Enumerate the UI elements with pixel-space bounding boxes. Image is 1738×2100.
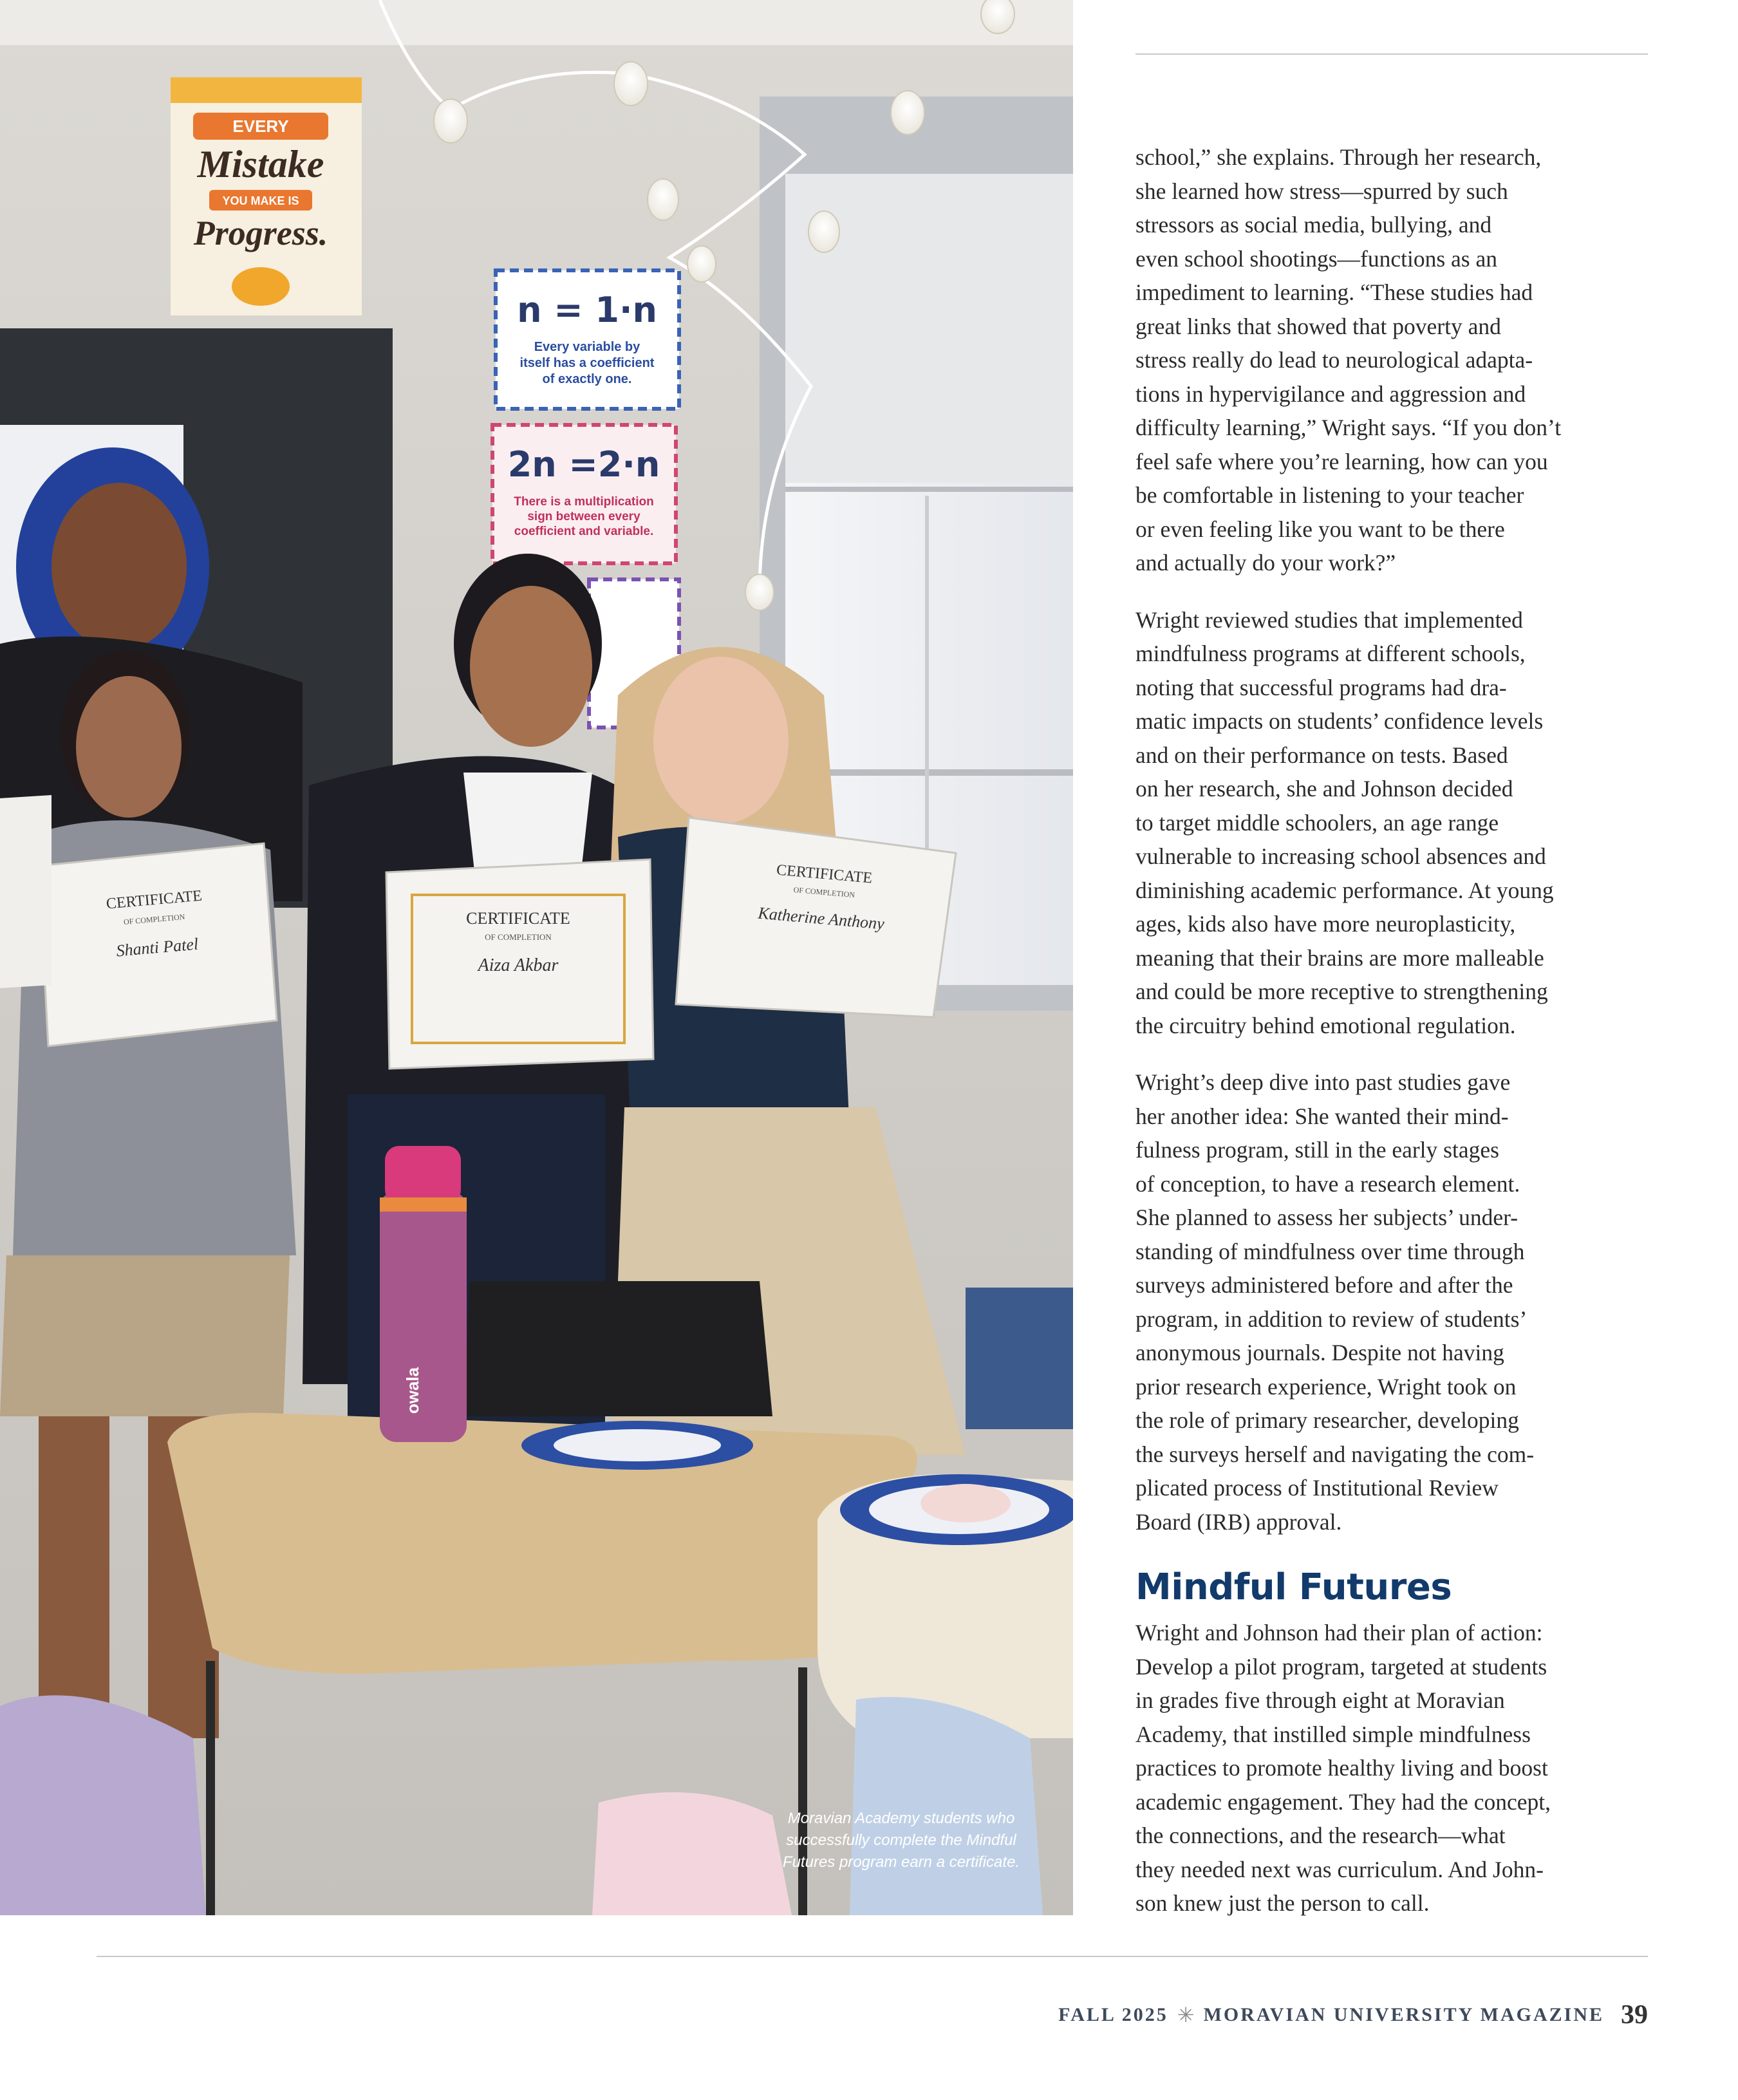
math-poster-1: [496, 270, 679, 409]
math1-note-2: itself has a coefficient: [519, 356, 655, 370]
math2-note-1: There is a multiplication: [514, 495, 654, 509]
footer-magazine-title: MORAVIAN UNIVERSITY MAGAZINE: [1203, 2004, 1604, 2025]
text-line: in grades five through eight at Moravian: [1135, 1687, 1505, 1713]
text-line: noting that successful programs had dra-: [1135, 674, 1507, 700]
cert-left-name: Shanti Patel: [115, 934, 200, 961]
paragraph-4: [1135, 1616, 1612, 1920]
text-line: and could be more receptive to strengthening: [1135, 979, 1548, 1004]
text-line: ages, kids also have more neuroplasticity,: [1135, 911, 1516, 937]
paragraph-2: [1135, 603, 1612, 1043]
poster-every-mistake: [171, 77, 362, 315]
text-line: plicated process of Institutional Review: [1135, 1475, 1499, 1501]
math2-formula: 2n =2·n: [507, 444, 660, 485]
certificate-right: [676, 818, 956, 1017]
caption-line-1: Moravian Academy students who: [787, 1810, 1015, 1827]
text-line: feel safe where you’re learning, how can you: [1135, 448, 1548, 474]
text-line: stress really do lead to neurological adapta-: [1135, 347, 1533, 373]
text-line: difficulty learning,” Wright says. “If you don’t: [1135, 415, 1562, 440]
text-line: Board (IRB) approval.: [1135, 1508, 1342, 1535]
text-line: the surveys herself and navigating the com-: [1135, 1441, 1535, 1467]
poster-mistake-text: Mistake: [197, 143, 324, 185]
math1-formula: n = 1·n: [517, 290, 657, 330]
poster-progress-text: Progress.: [193, 214, 328, 252]
math1-note-3: of exactly one.: [542, 372, 632, 386]
certificate-middle: [386, 859, 653, 1069]
text-line: be comfortable in listening to your teacher: [1135, 482, 1524, 508]
cert-middle-sub: OF COMPLETION: [485, 932, 552, 942]
caption-line-2: successfully complete the Mindful: [786, 1832, 1016, 1849]
text-line: and actually do your work?”: [1135, 550, 1396, 576]
text-line: the role of primary researcher, developing: [1135, 1407, 1519, 1433]
text-line: the connections, and the research—what: [1135, 1823, 1506, 1848]
patterned-bag: [966, 1288, 1073, 1429]
cert-left-sub: OF COMPLETION: [123, 912, 185, 927]
text-line: vulnerable to increasing school absences and: [1135, 843, 1546, 869]
math-poster-2: [492, 425, 676, 563]
poster-every-text: EVERY: [232, 117, 289, 136]
text-line: the circuitry behind emotional regulation.: [1135, 1012, 1516, 1038]
snowflake-star-icon: ✳: [1177, 2003, 1195, 2027]
cert-right-name: Katherine Anthony: [757, 903, 885, 933]
text-line: practices to promote healthy living and boost: [1135, 1755, 1548, 1781]
text-line: anonymous journals. Despite not having: [1135, 1340, 1504, 1365]
bottle-brand-text: owala: [403, 1367, 422, 1414]
math1-note-1: Every variable by: [534, 340, 640, 354]
text-line: Develop a pilot program, targeted at students: [1135, 1653, 1547, 1680]
text-line: Wright and Johnson had their plan of action:: [1135, 1620, 1543, 1645]
cert-right-sub: OF COMPLETION: [793, 885, 855, 900]
page-number: 39: [1621, 2000, 1648, 2030]
chair: [463, 1281, 772, 1416]
text-line: great links that showed that poverty and: [1135, 313, 1501, 339]
text-line: Academy, that instilled simple mindfulness: [1135, 1721, 1531, 1747]
article-body: [1135, 140, 1612, 1944]
text-line: meaning that their brains are more malleable: [1135, 944, 1544, 971]
text-line: school,” she explains. Through her research,: [1135, 144, 1542, 170]
paragraph-1: [1135, 140, 1612, 580]
text-line: stressors as social media, bullying, and: [1135, 212, 1492, 238]
text-line: and on their performance on tests. Based: [1135, 742, 1508, 768]
section-heading: Mindful Futures: [1135, 1566, 1452, 1608]
text-line: to target middle schoolers, an age range: [1135, 809, 1499, 836]
text-line: her another idea: She wanted their mind-: [1135, 1103, 1509, 1129]
text-line: even school shootings—functions as an: [1135, 245, 1498, 272]
text-line: mindfulness programs at different schools,: [1135, 641, 1526, 666]
poster-you-make-is-text: YOU MAKE IS: [222, 194, 299, 207]
text-line: impediment to learning. “These studies had: [1135, 279, 1533, 305]
paragraph-3: [1135, 1065, 1612, 1539]
certificate-left: [39, 843, 277, 1046]
bottom-rule: [97, 1956, 1648, 1957]
caption-line-3: Futures program earn a certificate.: [782, 1853, 1020, 1871]
text-line: they needed next was curriculum. And John-: [1135, 1856, 1544, 1882]
top-rule: [1135, 53, 1648, 55]
text-line: surveys administered before and after the: [1135, 1272, 1513, 1298]
text-line: matic impacts on students’ confidence levels: [1135, 708, 1544, 734]
text-line: son knew just the person to call.: [1135, 1890, 1430, 1916]
text-line: or even feeling like you want to be there: [1135, 516, 1505, 542]
cert-middle-title: CERTIFICATE: [466, 909, 570, 928]
text-line: she learned how stress—spurred by such: [1135, 178, 1508, 204]
text-line: standing of mindfulness over time through: [1135, 1238, 1525, 1264]
text-line: program, in addition to review of students’: [1135, 1306, 1528, 1332]
photo-caption: [747, 1808, 1056, 1873]
math2-note-3: coefficient and variable.: [514, 525, 654, 538]
text-line: of conception, to have a research element.: [1135, 1170, 1520, 1197]
water-bottle: [380, 1146, 467, 1442]
cert-right-title: CERTIFICATE: [776, 861, 874, 887]
certificate-edge: [0, 795, 51, 988]
text-line: academic engagement. They had the concept,: [1135, 1788, 1551, 1815]
footer-issue: FALL 2025: [1058, 2004, 1168, 2025]
text-line: fulness program, still in the early stages: [1135, 1137, 1499, 1163]
cert-left-title: CERTIFICATE: [105, 887, 203, 913]
text-line: diminishing academic performance. At young: [1135, 877, 1554, 903]
text-line: on her research, she and Johnson decided: [1135, 776, 1513, 802]
text-line: Wright reviewed studies that implemented: [1135, 606, 1523, 633]
cert-middle-name: Aiza Akbar: [478, 955, 559, 975]
text-line: Wright’s deep dive into past studies gave: [1135, 1069, 1511, 1095]
text-line: prior research experience, Wright took on: [1135, 1373, 1517, 1400]
text-line: She planned to assess her subjects’ under-: [1135, 1205, 1518, 1230]
math2-note-2: sign between every: [527, 510, 640, 523]
page-footer: [1058, 1996, 1648, 2034]
text-line: tions in hypervigilance and aggression and: [1135, 380, 1526, 407]
